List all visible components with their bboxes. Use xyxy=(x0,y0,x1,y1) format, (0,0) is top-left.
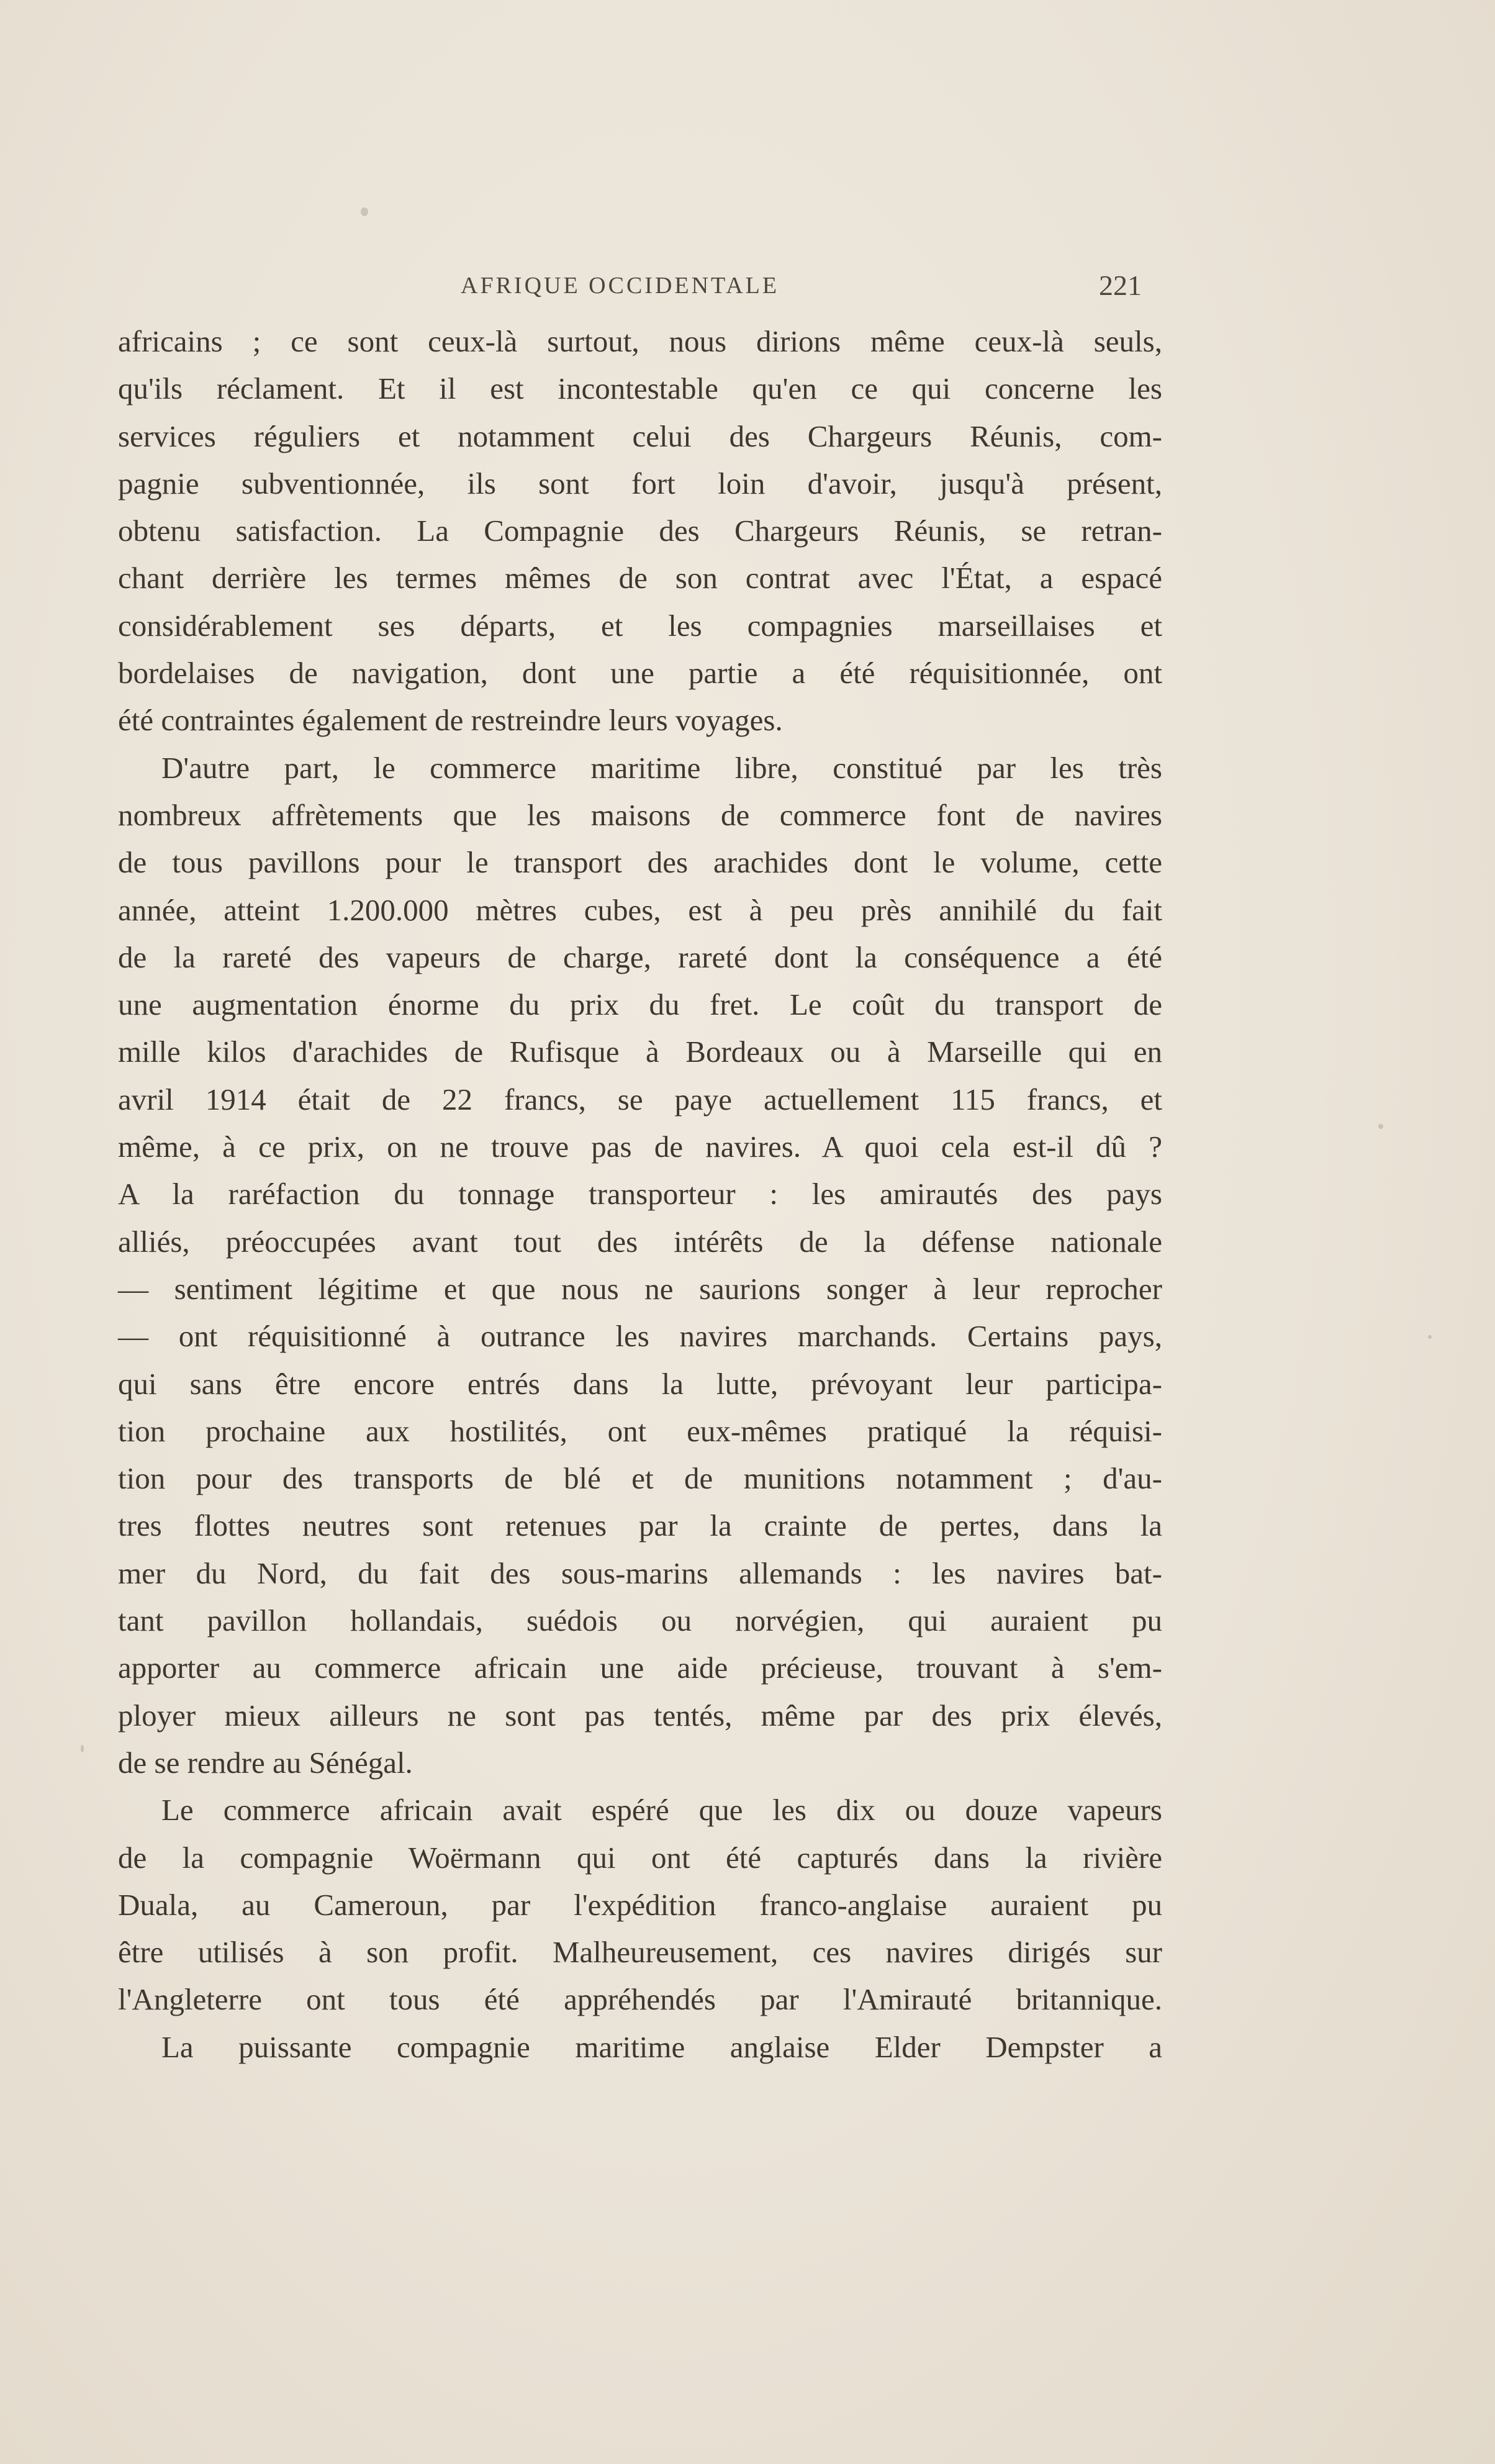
running-title: AFRIQUE OCCIDENTALE xyxy=(461,273,780,299)
text-line: nombreux affrètements que les maisons de commerce font de navires xyxy=(118,797,1162,832)
text-line: — sentiment légitime et que nous ne saurions songer à leur reprocher xyxy=(118,1271,1162,1306)
text-line: alliés, préoccupées avant tout des intérêts de la défense nationale xyxy=(118,1224,1162,1259)
text-line: une augmentation énorme du prix du fret. Le coût du transport de xyxy=(118,987,1162,1022)
text-line: de se rendre au Sénégal. xyxy=(118,1745,413,1780)
text-line: A la raréfaction du tonnage transporteur : les amirautés des pays xyxy=(118,1177,1162,1212)
text-line: tion pour des transports de blé et de munitions notamment ; d'au- xyxy=(118,1461,1162,1496)
text-line: D'autre part, le commerce maritime libre, constitué par les très xyxy=(161,750,1162,785)
text-line: Duala, au Cameroun, par l'expédition franco-anglaise auraient pu xyxy=(118,1887,1162,1922)
text-line: services réguliers et notamment celui des Chargeurs Réunis, com- xyxy=(118,419,1162,453)
text-line: tant pavillon hollandais, suédois ou norvégien, qui auraient pu xyxy=(118,1603,1162,1638)
text-line: pagnie subventionnée, ils sont fort loin d'avoir, jusqu'à présent, xyxy=(118,466,1162,500)
text-line: ployer mieux ailleurs ne sont pas tentés, même par des prix élevés, xyxy=(118,1698,1162,1732)
page-number: 221 xyxy=(1099,270,1142,301)
text-line: qui sans être encore entrés dans la lutte, prévoyant leur participa- xyxy=(118,1366,1162,1401)
paper-speck xyxy=(361,207,368,216)
paper-speck xyxy=(81,1745,84,1752)
paper-speck xyxy=(1428,1335,1432,1339)
text-line: tres flottes neutres sont retenues par la crainte de pertes, dans la xyxy=(118,1508,1162,1543)
text-line: être utilisés à son profit. Malheureusement, ces navires dirigés sur xyxy=(118,1935,1162,1970)
text-line: mer du Nord, du fait des sous-marins allemands : les navires bat- xyxy=(118,1556,1162,1590)
text-line: qu'ils réclament. Et il est incontestable qu'en ce qui concerne les xyxy=(118,371,1162,406)
text-line: de la compagnie Woërmann qui ont été capturés dans la rivière xyxy=(118,1840,1162,1875)
text-line: de la rareté des vapeurs de charge, rareté dont la conséquence a été xyxy=(118,940,1162,974)
text-line: avril 1914 était de 22 francs, se paye actuellement 115 francs, et xyxy=(118,1082,1162,1116)
paper-speck xyxy=(1378,1124,1383,1129)
text-line: tion prochaine aux hostilités, ont eux-mêmes pratiqué la réquisi- xyxy=(118,1413,1162,1448)
text-line: apporter au commerce africain une aide précieuse, trouvant à s'em- xyxy=(118,1651,1162,1685)
text-line: bordelaises de navigation, dont une partie a été réquisitionnée, ont xyxy=(118,656,1162,691)
text-line: considérablement ses départs, et les compagnies marseillaises et xyxy=(118,608,1162,643)
text-line: l'Angleterre ont tous été appréhendés par l'Amirauté britannique. xyxy=(118,1982,1162,2017)
text-line: mille kilos d'arachides de Rufisque à Bordeaux ou à Marseille qui en xyxy=(118,1035,1162,1069)
body-text xyxy=(118,318,1162,2071)
text-line: La puissante compagnie maritime anglaise Elder Dempster a xyxy=(161,2029,1162,2064)
text-line: obtenu satisfaction. La Compagnie des Chargeurs Réunis, se retran- xyxy=(118,514,1162,548)
text-line: même, à ce prix, on ne trouve pas de navires. A quoi cela est-il dû ? xyxy=(118,1130,1162,1164)
text-line: chant derrière les termes mêmes de son contrat avec l'État, a espacé xyxy=(118,561,1162,596)
text-line: africains ; ce sont ceux-là surtout, nous dirions même ceux-là seuls, xyxy=(118,324,1162,358)
text-line: année, atteint 1.200.000 mètres cubes, est à peu près annihilé du fait xyxy=(118,892,1162,927)
text-line: — ont réquisitionné à outrance les navires marchands. Certains pays, xyxy=(118,1319,1162,1354)
running-header xyxy=(0,267,1495,304)
text-line: Le commerce africain avait espéré que les dix ou douze vapeurs xyxy=(161,1793,1162,1828)
text-line: de tous pavillons pour le transport des arachides dont le volume, cette xyxy=(118,845,1162,880)
text-line: été contraintes également de restreindre leurs voyages. xyxy=(118,703,783,738)
